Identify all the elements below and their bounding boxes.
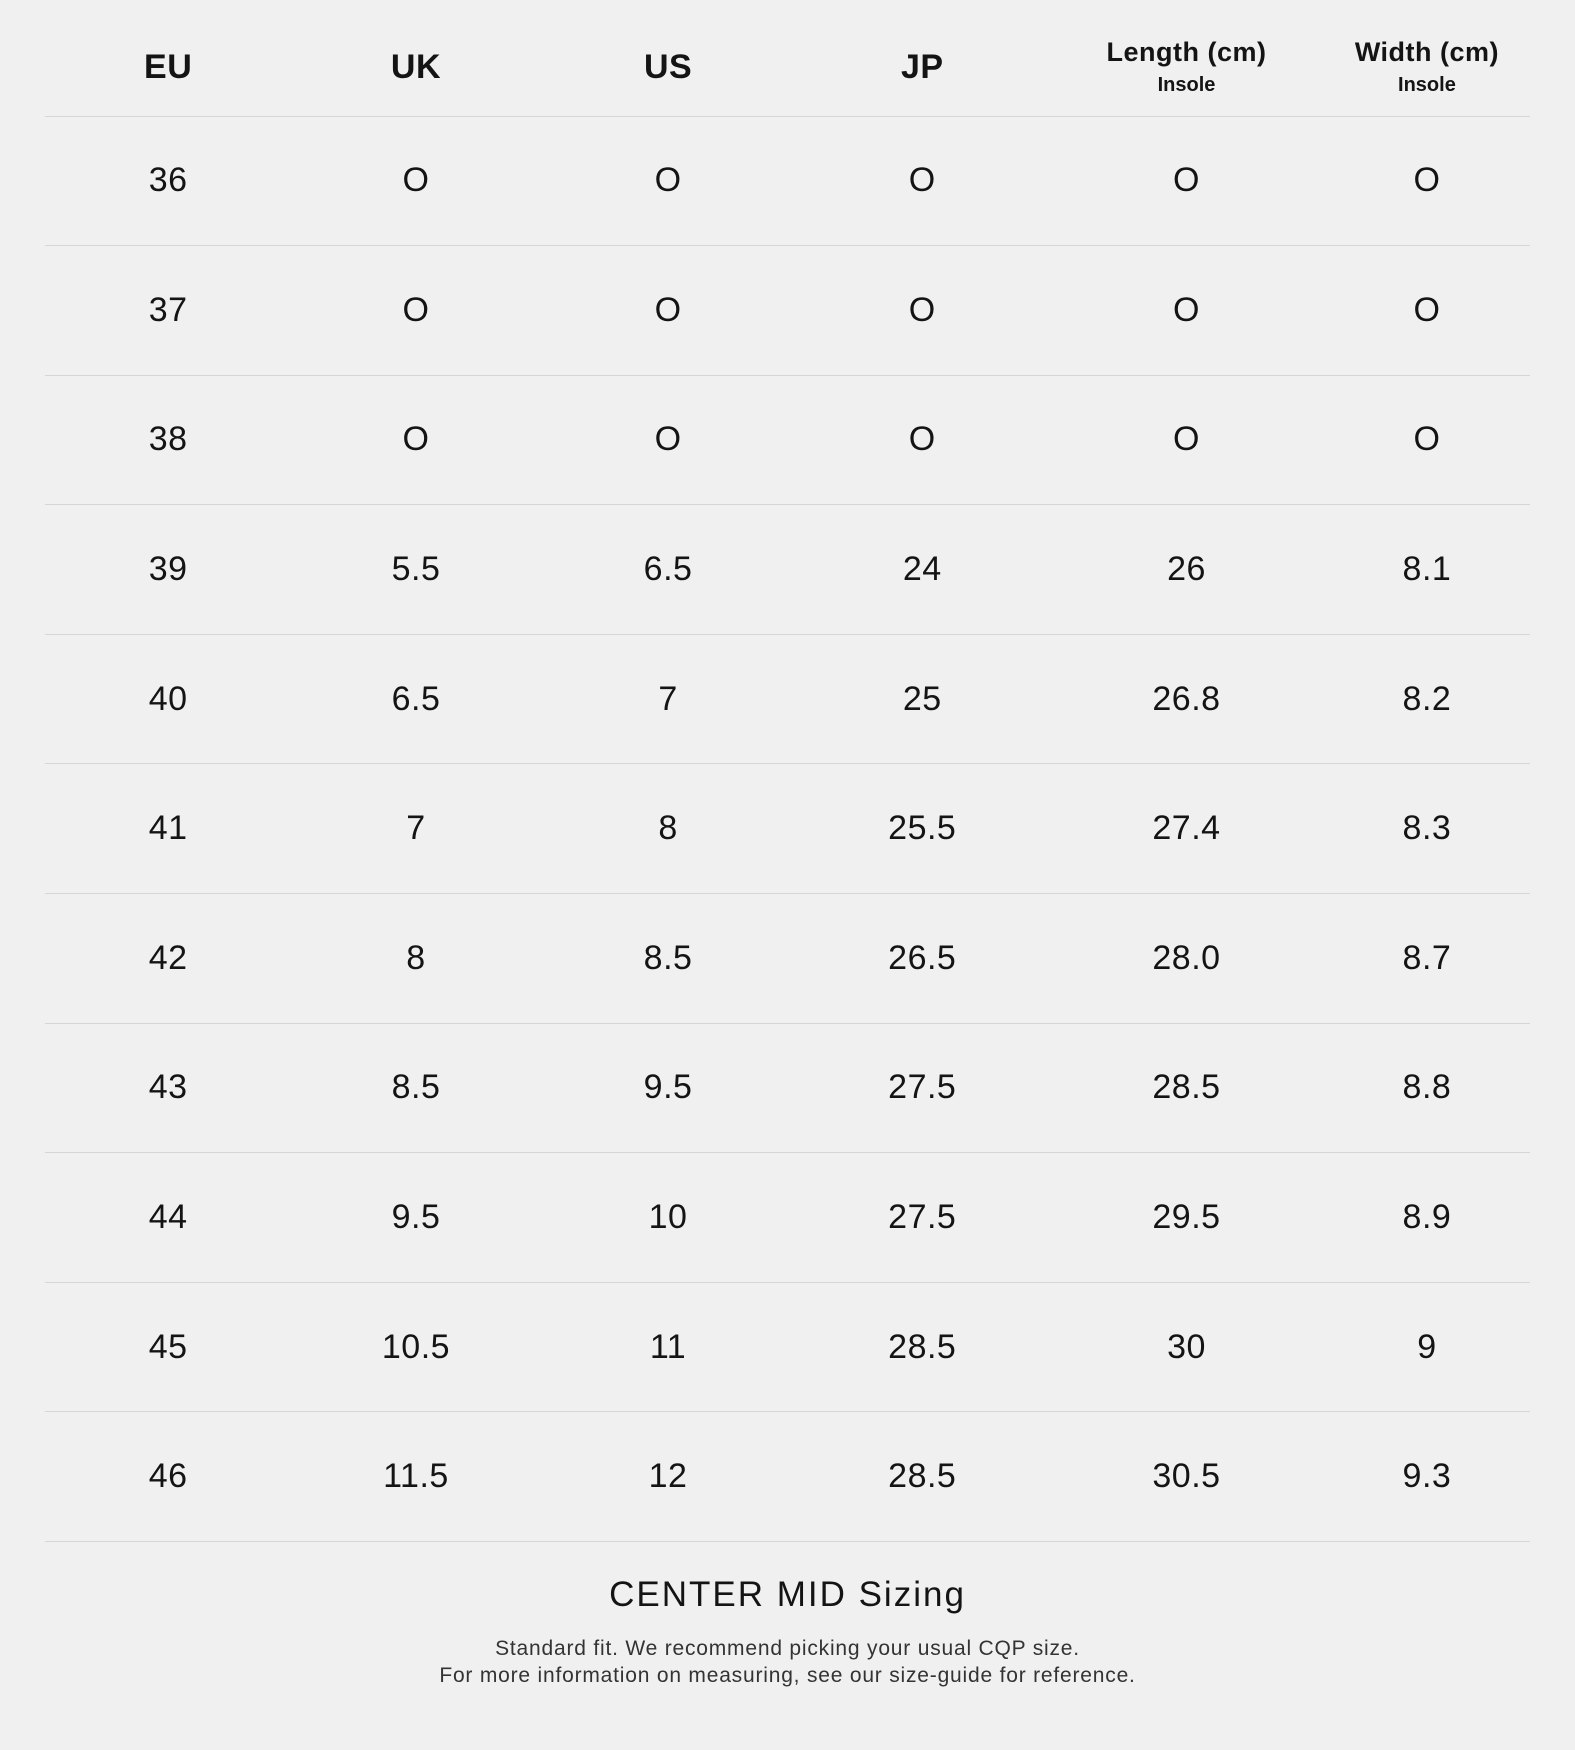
table-cell: O xyxy=(795,375,1049,505)
table-cell: 6.5 xyxy=(291,634,540,764)
table-row xyxy=(45,375,1530,505)
table-row xyxy=(45,1282,1530,1412)
table-cell: 8.5 xyxy=(291,1023,540,1153)
table-cell: 26.5 xyxy=(795,894,1049,1024)
table-cell: O xyxy=(795,116,1049,246)
table-row xyxy=(45,1412,1530,1542)
table-cell: O xyxy=(1049,246,1324,376)
table-cell: 8.8 xyxy=(1324,1023,1530,1153)
table-cell: 6.5 xyxy=(541,505,796,635)
table-cell: 27.5 xyxy=(795,1153,1049,1283)
size-chart xyxy=(45,0,1530,1542)
table-cell: 28.5 xyxy=(795,1412,1049,1542)
table-cell: 36 xyxy=(45,116,291,246)
size-table xyxy=(45,0,1530,1542)
table-cell: 26.8 xyxy=(1049,634,1324,764)
table-cell: 8 xyxy=(541,764,796,894)
table-cell: 9 xyxy=(1324,1282,1530,1412)
table-body xyxy=(45,116,1530,1542)
table-cell: 8 xyxy=(291,894,540,1024)
table-cell: 8.9 xyxy=(1324,1153,1530,1283)
table-cell: 45 xyxy=(45,1282,291,1412)
table-cell: O xyxy=(541,116,796,246)
column-header-sublabel: Insole xyxy=(1398,73,1456,96)
column-header xyxy=(1049,0,1324,116)
column-header-sublabel: Insole xyxy=(1157,73,1216,96)
table-cell: O xyxy=(291,246,540,376)
table-cell: O xyxy=(541,246,796,376)
table-cell: 5.5 xyxy=(291,505,540,635)
table-cell: O xyxy=(1324,246,1530,376)
table-cell: 38 xyxy=(45,375,291,505)
table-cell: 9.5 xyxy=(541,1023,796,1153)
table-cell: O xyxy=(1324,116,1530,246)
table-cell: 25 xyxy=(795,634,1049,764)
table-cell: 27.5 xyxy=(795,1023,1049,1153)
column-header-label: US xyxy=(643,48,693,87)
column-header-label: UK xyxy=(390,48,442,87)
table-cell: 10 xyxy=(541,1153,796,1283)
footer xyxy=(0,1575,1575,1689)
column-header xyxy=(45,0,291,116)
table-cell: 30.5 xyxy=(1049,1412,1324,1542)
table-row xyxy=(45,894,1530,1024)
table-cell: 30 xyxy=(1049,1282,1324,1412)
table-row xyxy=(45,634,1530,764)
chart-title: CENTER MID Sizing xyxy=(609,1575,966,1614)
table-cell: 8.1 xyxy=(1324,505,1530,635)
table-cell: 7 xyxy=(541,634,796,764)
column-header-label: EU xyxy=(144,48,193,87)
table-cell: 46 xyxy=(45,1412,291,1542)
table-cell: 8.5 xyxy=(541,894,796,1024)
table-cell: 8.2 xyxy=(1324,634,1530,764)
column-header xyxy=(291,0,540,116)
table-row xyxy=(45,116,1530,246)
fit-note-line-2: For more information on measuring, see our size-guide for reference. xyxy=(439,1664,1136,1687)
column-header xyxy=(1324,0,1530,116)
table-cell: O xyxy=(291,375,540,505)
table-cell: 27.4 xyxy=(1049,764,1324,894)
table-row xyxy=(45,1023,1530,1153)
table-cell: 28.0 xyxy=(1049,894,1324,1024)
table-cell: 12 xyxy=(541,1412,796,1542)
table-cell: O xyxy=(795,246,1049,376)
table-cell: 8.7 xyxy=(1324,894,1530,1024)
table-cell: 41 xyxy=(45,764,291,894)
table-cell: O xyxy=(541,375,796,505)
header-row xyxy=(45,0,1530,116)
table-cell: 42 xyxy=(45,894,291,1024)
table-cell: 25.5 xyxy=(795,764,1049,894)
table-cell: 39 xyxy=(45,505,291,635)
table-cell: 11.5 xyxy=(291,1412,540,1542)
table-cell: 37 xyxy=(45,246,291,376)
table-cell: 40 xyxy=(45,634,291,764)
table-cell: 44 xyxy=(45,1153,291,1283)
table-cell: 24 xyxy=(795,505,1049,635)
table-cell: 28.5 xyxy=(795,1282,1049,1412)
table-cell: 10.5 xyxy=(291,1282,540,1412)
table-row xyxy=(45,505,1530,635)
table-cell: 9.3 xyxy=(1324,1412,1530,1542)
table-cell: O xyxy=(1049,375,1324,505)
table-cell: O xyxy=(291,116,540,246)
table-row xyxy=(45,1153,1530,1283)
table-cell: 26 xyxy=(1049,505,1324,635)
fit-note xyxy=(0,1635,1575,1689)
table-row xyxy=(45,764,1530,894)
table-cell: 7 xyxy=(291,764,540,894)
table-cell: O xyxy=(1324,375,1530,505)
fit-note-line-1: Standard fit. We recommend picking your usual CQP size. xyxy=(495,1637,1080,1660)
table-cell: 11 xyxy=(541,1282,796,1412)
table-cell: 43 xyxy=(45,1023,291,1153)
table-cell: 8.3 xyxy=(1324,764,1530,894)
column-header xyxy=(795,0,1049,116)
table-row xyxy=(45,246,1530,376)
table-cell: 9.5 xyxy=(291,1153,540,1283)
column-header-label: Length (cm) xyxy=(1106,36,1267,67)
column-header xyxy=(541,0,796,116)
table-cell: 28.5 xyxy=(1049,1023,1324,1153)
column-header-label: JP xyxy=(900,48,944,87)
column-header-label: Width (cm) xyxy=(1354,36,1500,67)
table-cell: O xyxy=(1049,116,1324,246)
table-cell: 29.5 xyxy=(1049,1153,1324,1283)
